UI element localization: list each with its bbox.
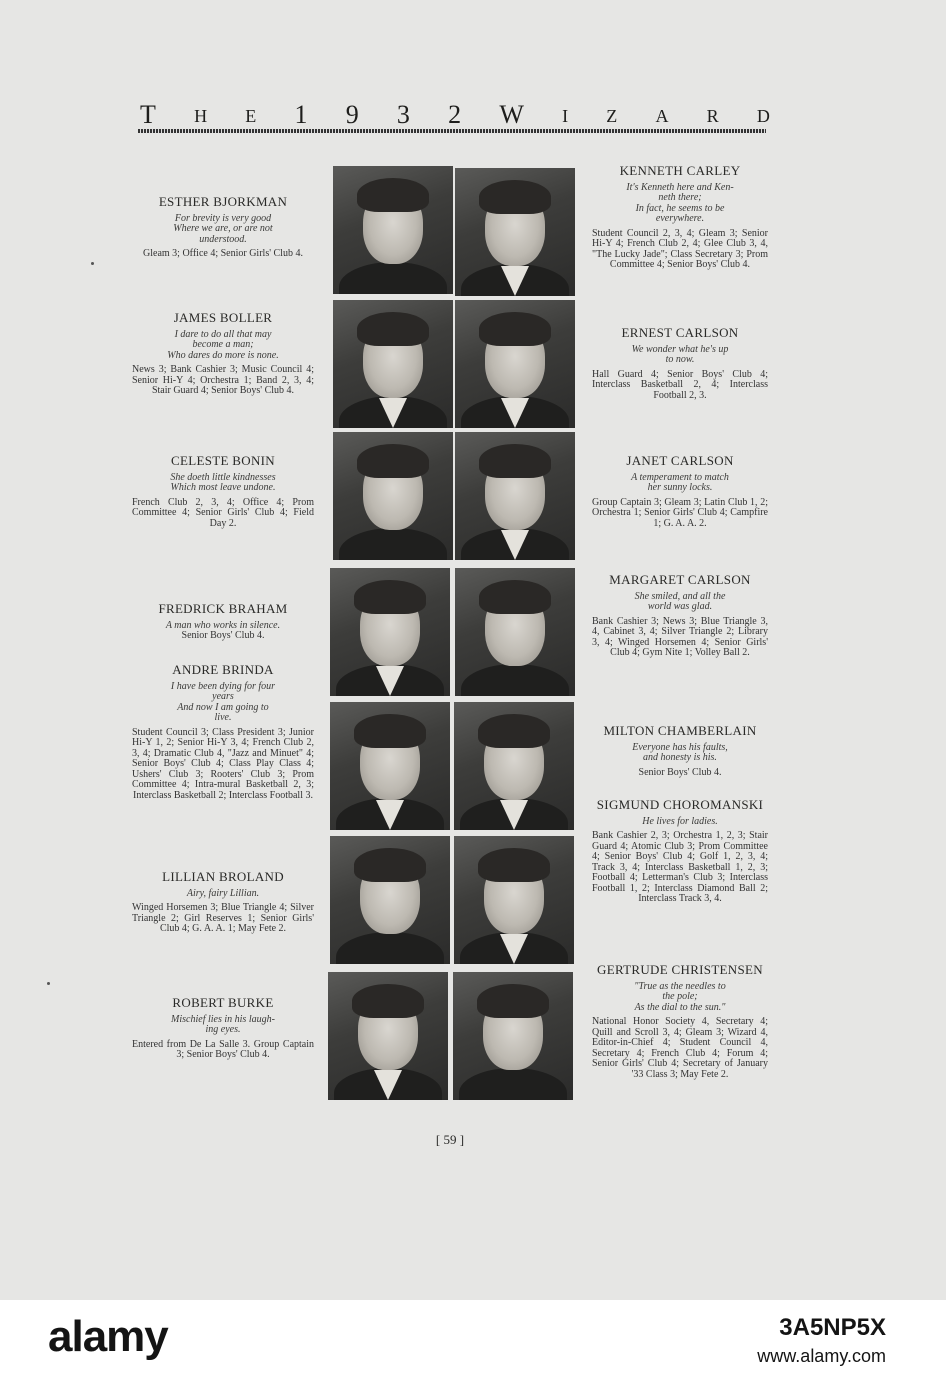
portrait-grid <box>330 166 576 1102</box>
header-letter: 1 <box>294 100 308 129</box>
student-activities: Senior Boys' Club 4. <box>638 766 722 778</box>
page-number: [ 59 ] <box>435 1132 465 1147</box>
senior-entry <box>132 995 314 1061</box>
portrait-photo <box>454 702 574 830</box>
student-quote: I have been dying for four years And now I am going to live. <box>170 680 276 723</box>
student-name: CELESTE BONIN <box>171 453 275 468</box>
portrait-photo <box>455 568 575 696</box>
student-quote: A man who works in silence. <box>165 619 281 631</box>
student-quote: It's Kenneth here and Ken- neth there; In fact, he seems to be everywhere. <box>626 181 734 224</box>
student-quote: Airy, fairy Lillian. <box>186 887 260 899</box>
portrait-photo <box>333 432 453 560</box>
header-letter: D <box>756 106 770 126</box>
student-activities: Hall Guard 4; Senior Boys' Club 4; Interclass Basketball 2, 4; Interclass Football 2, 3. <box>592 368 768 401</box>
student-activities: National Honor Society 4, Secretary 4; Quill and Scroll 3, 4; Gleam 3; Wizard 4, Editor-in-Chief 4; Student Council 4, Secretary 4; French Club 4; Forum 4; Senior Girls' Club 4; Secretary of January '33 Class 3; May Fete 2. <box>592 1016 768 1080</box>
header-letter: W <box>499 100 524 129</box>
senior-entry <box>132 310 314 397</box>
student-activities: Bank Cashier 3; News 3; Blue Triangle 3, 4, Cabinet 3, 4; Silver Triangle 2; Library 3, 4; Winged Horsemen 4; Senior Girls' Club 4; Gym Nite 1; Volley Ball 2. <box>592 615 768 658</box>
student-activities: Entered from De La Salle 3. Group Captain 3; Senior Boys' Club 4. <box>132 1038 314 1060</box>
senior-entry <box>132 662 314 801</box>
header-letter: 2 <box>448 100 462 129</box>
student-name: MILTON CHAMBERLAIN <box>603 723 757 738</box>
header-letter: 9 <box>345 100 359 129</box>
student-name: ESTHER BJORKMAN <box>158 194 288 209</box>
portrait-photo <box>455 168 575 296</box>
student-activities: Group Captain 3; Gleam 3; Latin Club 1, 2; Orchestra 1; Senior Girls' Club 4; Campfire 1; G. A. A. 2. <box>592 496 768 529</box>
portrait-photo <box>328 972 448 1100</box>
portrait-photo <box>330 836 450 964</box>
student-quote: He lives for ladies. <box>642 815 718 827</box>
student-name: MARGARET CARLSON <box>609 572 751 587</box>
portrait-photo <box>455 432 575 560</box>
student-quote: I dare to do all that may become a man; Who dares do more is none. <box>167 328 279 361</box>
student-name: JANET CARLSON <box>626 453 734 468</box>
student-quote: Everyone has his faults, and honesty is his. <box>632 741 728 763</box>
portrait-photo <box>333 300 453 428</box>
senior-entry <box>132 869 314 935</box>
portrait-photo <box>330 702 450 830</box>
student-activities: Student Council 3; Class President 3; Junior Hi-Y 1, 2; Senior Hi-Y 3, 4; French Club 2, 3, 4; Dramatic Club 4, "Jazz and Minuet" 4; Senior Boys' Club 4; Class Play Class 4; Ushers' Club 3; Rooters' Club 3; Prom Committee 4; Intra-mural Basketball 2, 3; Interclass Basketball 2; Interclass Football 3. <box>132 726 314 801</box>
student-activities: Winged Horsemen 3; Blue Triangle 4; Silver Triangle 2; Girl Reserves 1; Senior Girls' Club 4; G. A. A. 1; May Fete 2. <box>132 902 314 934</box>
student-quote: She doeth little kindnesses Which most leave undone. <box>170 471 276 493</box>
portrait-photo <box>453 972 573 1100</box>
student-activities: Student Council 2, 3, 4; Gleam 3; Senior Hi-Y 4; French Club 2, 4; Glee Club 3, 4, "The Lucky Jade"; Class Secretary 3; Prom Committee 4; Senior Boys' Club 4. <box>592 227 768 270</box>
portrait-photo <box>330 568 450 696</box>
header-letter: H <box>194 106 208 126</box>
watermark-image-id: 3A5NP5X <box>779 1314 886 1341</box>
senior-entry <box>132 453 314 529</box>
senior-entry <box>592 572 768 659</box>
portrait-photo <box>333 166 453 294</box>
student-name: KENNETH CARLEY <box>619 163 741 178</box>
header-letter: A <box>655 106 669 126</box>
student-quote: She smiled, and all the world was glad. <box>634 590 726 612</box>
student-name: GERTRUDE CHRISTENSEN <box>597 962 763 977</box>
student-name: SIGMUND CHOROMANSKI <box>596 797 764 812</box>
student-name: ANDRE BRINDA <box>172 662 274 677</box>
portrait-photo <box>454 836 574 964</box>
header-letter: T <box>140 100 156 129</box>
student-quote: Mischief lies in his laugh- ing eyes. <box>171 1013 275 1035</box>
senior-entry <box>592 453 768 529</box>
student-quote: We wonder what he's up to now. <box>631 343 729 365</box>
student-activities: Bank Cashier 2, 3; Orchestra 1, 2, 3; Stair Guard 4; Atomic Club 3; Prom Committee 4; Senior Boys' Club 4; Golf 1, 2, 3, 4; Track 3, 4; Interclass Basketball 1, 2, 3; Football 4; Letterman's Club 3; Interclass Football 1, 2; Interclass Diamond Ball 2; Interclass Track 3, 4. <box>592 830 768 904</box>
student-quote: For brevity is very good Where we are, or are not understood. <box>173 212 273 245</box>
header-letter: I <box>562 106 569 126</box>
student-name: FREDRICK BRAHAM <box>158 601 288 616</box>
student-name: LILLIAN BROLAND <box>162 869 284 884</box>
header-letter: Z <box>606 106 618 126</box>
student-name: ROBERT BURKE <box>172 995 274 1010</box>
watermark-url: www.alamy.com <box>757 1346 886 1366</box>
senior-entry <box>592 325 768 401</box>
student-quote: A temperament to match her sunny locks. <box>631 471 729 493</box>
paper-speck <box>91 262 94 265</box>
header-letter: 3 <box>396 100 410 129</box>
header-rule <box>138 129 766 133</box>
student-activities: French Club 2, 3, 4; Office 4; Prom Committee 4; Senior Girls' Club 4; Field Day 2. <box>132 496 314 529</box>
page-header-title <box>140 100 770 130</box>
header-letter: E <box>245 106 257 126</box>
student-activities: Gleam 3; Office 4; Senior Girls' Club 4. <box>143 248 303 259</box>
header-letter: R <box>706 106 719 126</box>
senior-entry <box>592 723 768 778</box>
student-quote: "True as the needles to the pole; As the dial to the sun." <box>634 980 726 1013</box>
paper-speck <box>47 982 50 985</box>
senior-entry <box>132 194 314 260</box>
senior-entry <box>592 163 768 271</box>
student-name: ERNEST CARLSON <box>621 325 739 340</box>
senior-entry <box>592 797 768 905</box>
portrait-photo <box>455 300 575 428</box>
senior-entry <box>592 962 768 1080</box>
student-name: JAMES BOLLER <box>173 310 273 325</box>
student-activities: News 3; Bank Cashier 3; Music Council 4; Senior Hi-Y 4; Orchestra 1; Band 2, 3, 4; Stair Guard 4; Senior Boys' Club 4. <box>132 364 314 396</box>
senior-entry <box>132 601 314 642</box>
watermark-logo: alamy <box>48 1312 168 1361</box>
student-activities: Senior Boys' Club 4. <box>181 630 265 641</box>
